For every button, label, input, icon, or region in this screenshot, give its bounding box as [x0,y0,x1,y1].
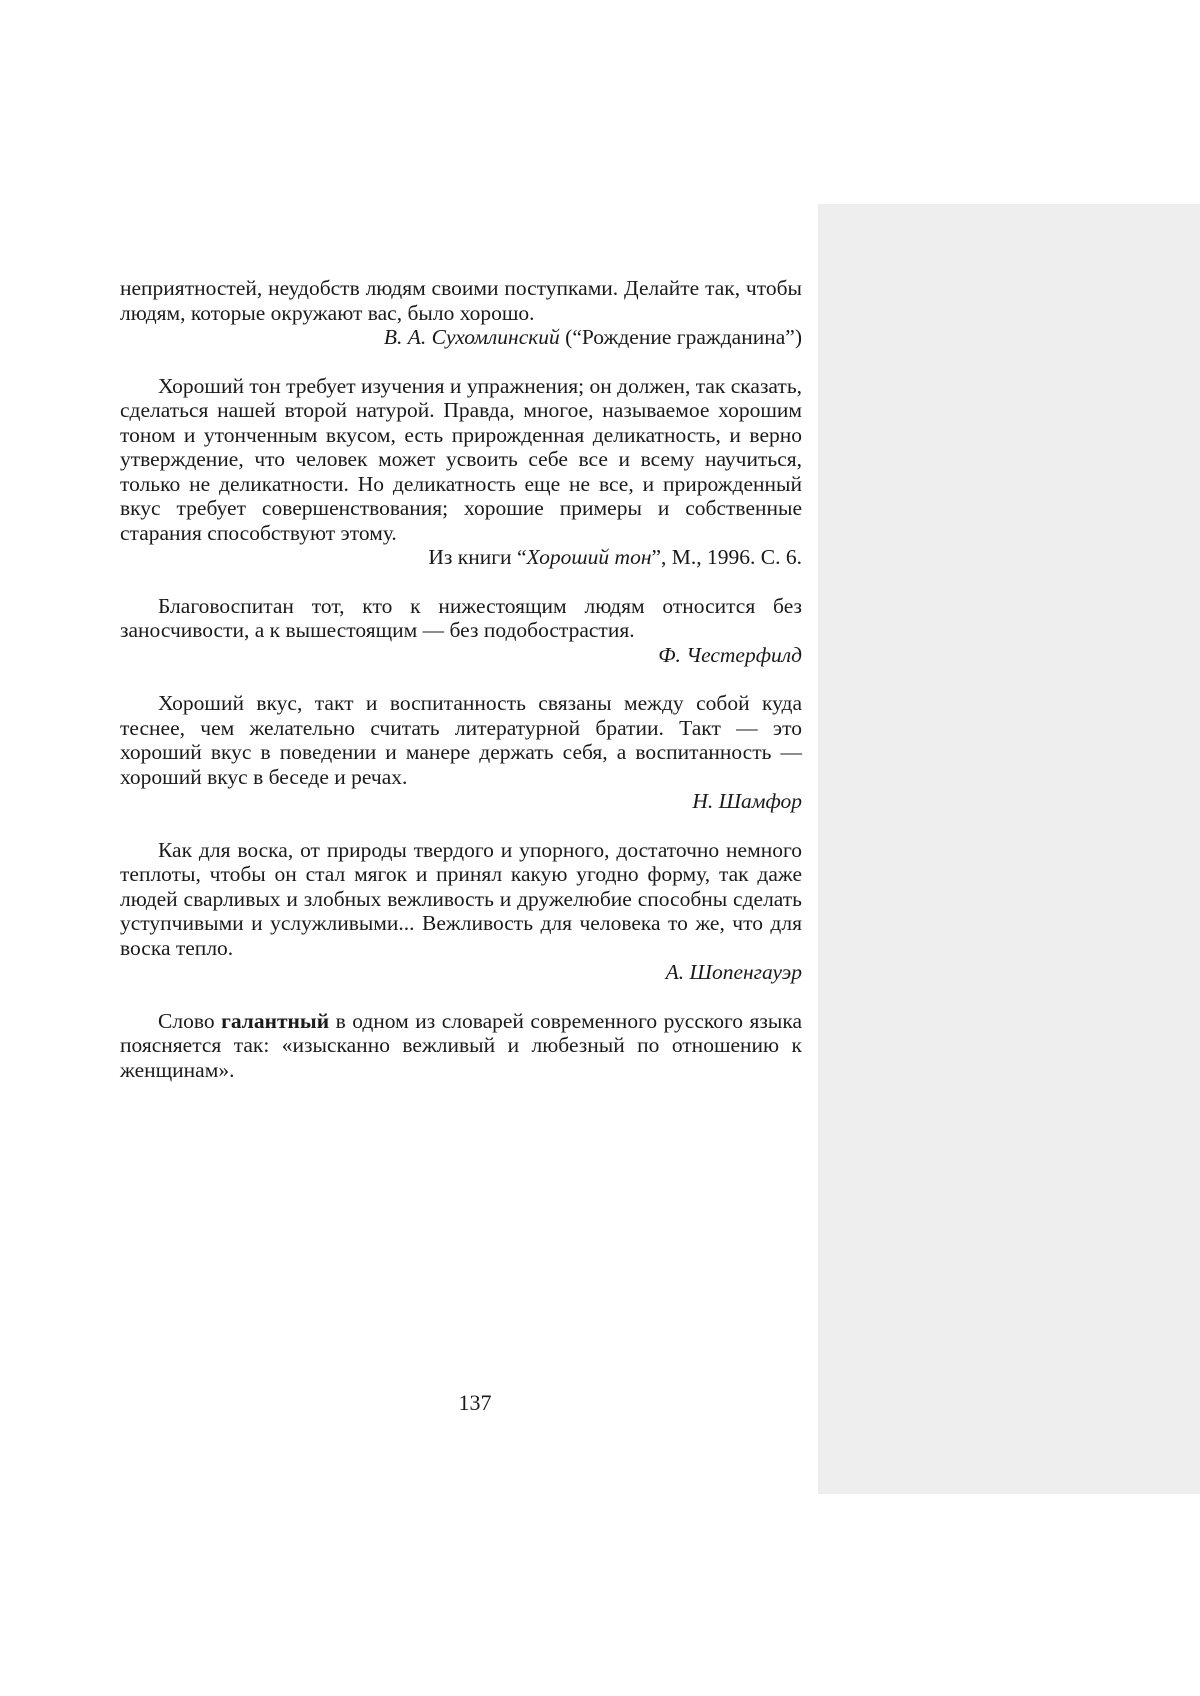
page-body [120,276,802,1082]
attribution-author: В. А. Сухомлинский [383,325,560,349]
block-gap [120,667,802,691]
paragraph-tact: Хороший вкус, такт и воспитанность связаны между собой куда теснее, чем желательно считать литературной братии. Такт — это хороший вкус в поведении и манере держать себя, а воспитанность — хороший вкус в беседе и речах. [120,691,802,789]
attribution-source: (“Рождение гражданина”) [565,325,802,349]
attribution-book-title: Хороший тон [526,545,652,569]
paragraph-wax: Как для воска, от природы твердого и упорного, достаточно немного теплоты, чтобы он стал мягок и принял какую угодно форму, так даже людей сварливых и злобных вежливость и дружелюбие способны сделать уступчивыми и услужливыми... Вежливость для человека то же, что для воска тепло. [120,837,802,960]
block-gap [120,985,802,1009]
gallant-text-before: Слово [158,1008,222,1033]
margin-panel [818,204,1200,1494]
attribution-chamfort [120,789,802,814]
attribution-chesterfield [120,643,802,668]
paragraph-good-tone: Хороший тон требует изучения и упражнения; он должен, так сказать, сделаться нашей второй натурой. Правда, многое, называемое хорошим тоном и утонченным вкусом, есть прирожденная деликатность, и верно утверждение, что человек может усвоить себе все и всему научиться, только не деликатности. Но деликатность еще не все, и прирожденный вкус требует совершенствования; хорошие примеры и собственные старания способствуют этому. [120,373,802,545]
block-gap [120,814,802,838]
paragraph-gallant [120,1009,802,1083]
attribution-author: А. Шопенгауэр [665,960,802,984]
attribution-author: Ф. Честерфилд [658,642,802,667]
page-number: 137 [458,1390,492,1415]
attribution-schopenhauer [120,960,802,985]
attribution-prefix: Из книги “ [428,545,527,569]
gallant-bold-word: галантный [221,1008,330,1033]
gallant-text-after: в одном из словарей современного русского языка поясняется так: «изысканно вежливый и любезный по отношению к женщинам». [120,1008,802,1082]
paragraph-well-bred: Благовоспитан тот, кто к нижестоящим людям относится без заносчивости, а к вышестоящим — без подобострастия. [120,593,802,642]
paragraph-continuation: неприятностей, неудобств людям своими поступками. Делайте так, чтобы людям, которые окружают вас, было хорошо. [120,276,802,325]
attribution-suffix: ”, М., 1996. С. 6. [651,545,802,569]
block-gap [120,350,802,374]
attribution-book [120,545,802,570]
attribution-author: Н. Шамфор [692,789,802,813]
attribution-sukhomlinsky [120,325,802,350]
block-gap [120,570,802,594]
